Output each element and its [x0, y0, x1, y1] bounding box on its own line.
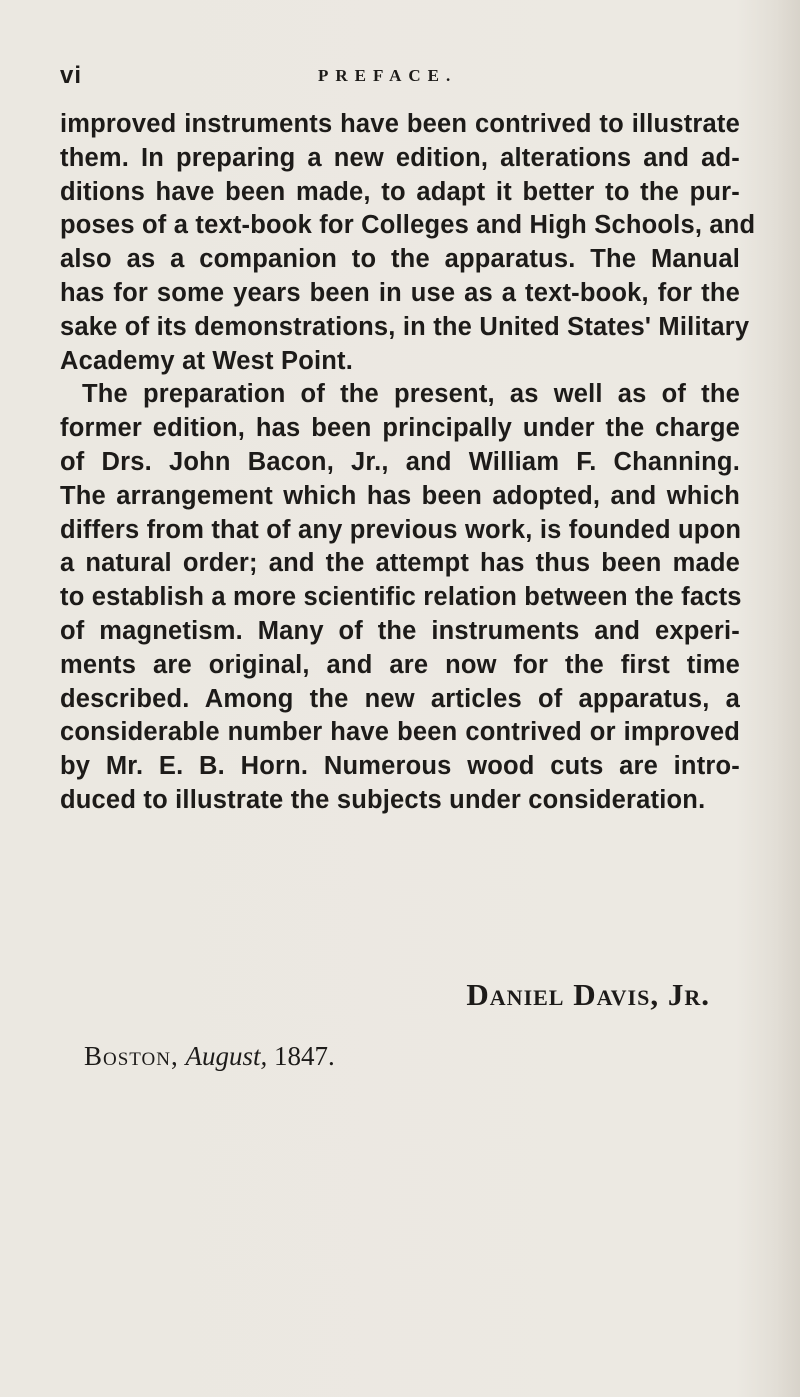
text-line: duced to illustrate the subjects under consideration.: [60, 785, 706, 814]
text-line: ditions have been made, to adapt it better to the pur-: [60, 177, 740, 206]
page-number: vi: [60, 62, 83, 89]
text-line: The preparation of the present, as well as of the: [82, 380, 740, 409]
text-line: former edition, has been principally under the charge: [60, 414, 740, 443]
text-line: poses of a text-book for Colleges and High Schools, and: [60, 211, 756, 240]
text-line: has for some years been in use as a text-book, for the: [60, 278, 740, 307]
dateline-year: 1847.: [274, 1041, 335, 1071]
text-line: improved instruments have been contrived to illustrate: [60, 110, 740, 138]
dateline: [84, 1041, 335, 1072]
text-line: sake of its demonstrations, in the United States' Military: [60, 312, 750, 341]
running-head: [60, 62, 760, 92]
text-line: also as a companion to the apparatus. The Manual: [60, 245, 740, 274]
author-signature: Daniel Davis, Jr.: [466, 977, 710, 1012]
text-line: The arrangement which has been adopted, and which: [60, 481, 740, 510]
text-line: differs from that of any previous work, is founded upon: [60, 515, 742, 544]
text-line: of magnetism. Many of the instruments and experi-: [60, 616, 740, 645]
dateline-month: August,: [185, 1041, 268, 1071]
text-line: by Mr. E. B. Horn. Numerous wood cuts are intro-: [60, 752, 740, 781]
text-line: Academy at West Point.: [60, 346, 354, 375]
text-line: a natural order; and the attempt has thus been made: [60, 549, 740, 578]
text-line: of Drs. John Bacon, Jr., and William F. Channing.: [60, 447, 740, 476]
dateline-city: Boston,: [84, 1041, 179, 1071]
preface-body: [60, 108, 756, 818]
text-line: ments are original, and are now for the first time: [60, 650, 740, 679]
text-line: considerable number have been contrived or improved: [60, 718, 740, 747]
text-line: them. In preparing a new edition, alterations and ad-: [60, 143, 740, 172]
text-line: to establish a more scientific relation between the facts: [60, 583, 742, 612]
text-line: described. Among the new articles of apparatus, a: [60, 684, 740, 713]
running-title: PREFACE.: [318, 66, 458, 85]
